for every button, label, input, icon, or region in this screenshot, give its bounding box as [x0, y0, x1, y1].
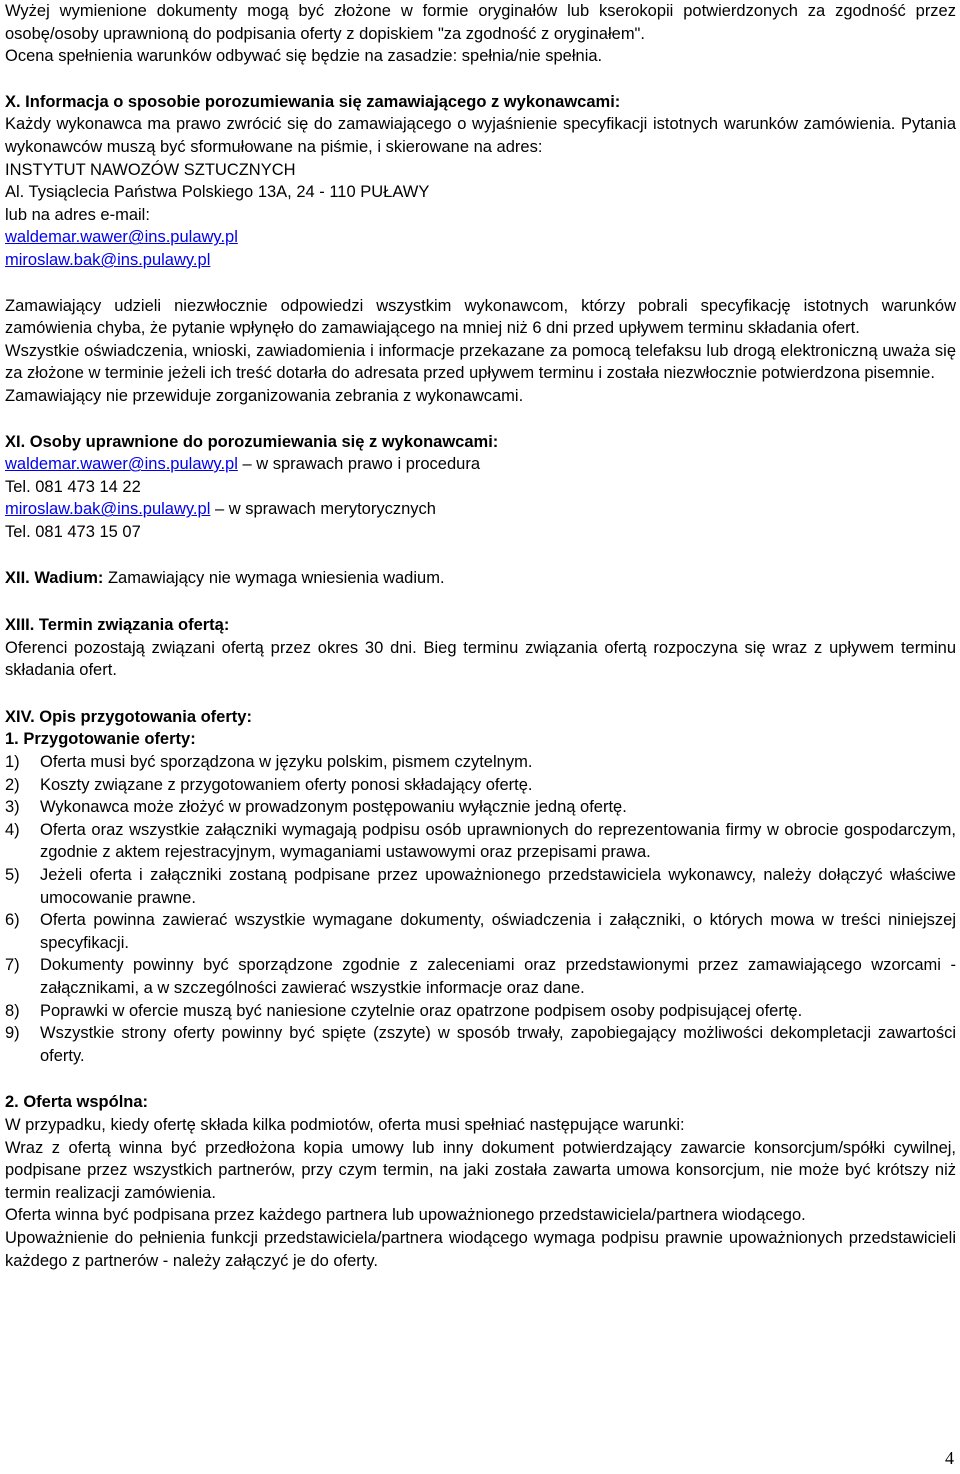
intro-evaluation: Ocena spełnienia warunków odbywać się będzie na zasadzie: spełnia/nie spełnia. [5, 47, 603, 66]
list-item [5, 796, 956, 819]
list-item-number: 3) [5, 798, 20, 817]
subsection-2-heading: 2. Oferta wspólna: [5, 1093, 149, 1112]
section-xii-text: Zamawiający nie wymaga wniesienia wadium. [103, 569, 445, 588]
section-xii [5, 567, 956, 590]
document-page [5, 0, 956, 1272]
list-item [5, 1022, 956, 1067]
list-item-text: Poprawki w ofercie muszą być naniesione czytelnie oraz opatrzone podpisem osoby podpisującej ofertę. [40, 1001, 803, 1020]
joint-offer-signature: Oferta winna być podpisana przez każdego partnera lub upoważnionego przedstawiciela/partnera wiodącego. [5, 1206, 806, 1225]
list-item-number: 7) [5, 956, 20, 975]
institute-name: INSTYTUT NAWOZÓW SZTUCZNYCH [5, 160, 296, 179]
list-item-number: 9) [5, 1024, 20, 1043]
intro-paragraph: Wyżej wymienione dokumenty mogą być złożone w formie oryginałów lub kserokopii potwierdzonych za zgodność przez osobę/osoby uprawnioną do podpisania oferty z dopiskiem "za zgodność z oryginałem". [5, 2, 956, 43]
section-xiii-heading: XIII. Termin związania ofertą: [5, 616, 230, 635]
contact-1-email-link[interactable]: waldemar.wawer@ins.pulawy.pl [5, 455, 238, 474]
list-item-text: Oferta oraz wszystkie załączniki wymagają podpisu osób uprawnionych do reprezentowania firmy w obrocie gospodarczym, zgodnie z aktem rejestracyjnym, wymaganiami ustawowymi oraz przepisami prawa. [40, 820, 956, 862]
contact-2-phone: Tel. 081 473 15 07 [5, 522, 141, 541]
list-item-text: Jeżeli oferta i załączniki zostaną podpisane przez upoważnionego przedstawiciela wykonawcy, należy dołączyć właściwe umocowanie prawne. [40, 866, 956, 907]
list-item [5, 774, 956, 797]
joint-offer-authorization: Upoważnienie do pełnienia funkcji przedstawiciela/partnera wiodącego wymaga podpisu prawnie upoważnionych przedstawicieli każdego z partnerów - należy załączyć je do oferty. [5, 1228, 956, 1270]
contact-1-phone: Tel. 081 473 14 22 [5, 477, 141, 496]
joint-offer-conditions: W przypadku, kiedy ofertę składa kilka podmiotów, oferta musi spełniać następujące warunki: [5, 1115, 685, 1134]
list-item-number: 5) [5, 866, 20, 884]
list-item-text: Koszty związane z przygotowaniem oferty ponosi składający ofertę. [40, 775, 533, 794]
list-item-text: Oferta musi być sporządzona w języku polskim, pismem czytelnym. [40, 753, 533, 772]
contact-1 [5, 453, 956, 476]
list-item [5, 909, 956, 954]
list-item [5, 819, 956, 864]
list-item-number: 1) [5, 753, 20, 772]
email-link-miroslaw[interactable]: miroslaw.bak@ins.pulawy.pl [5, 250, 211, 269]
contact-1-role: – w sprawach prawo i procedura [237, 455, 480, 474]
section-x-paragraph: Każdy wykonawca ma prawo zwrócić się do zamawiającego o wyjaśnienie specyfikacji istotnych warunków zamówienia. Pytania wykonawców muszą być sformułowane na piśmie, i skierowane na adres: [5, 115, 956, 156]
list-item-text: Wykonawca może złożyć w prowadzonym postępowaniu wyłącznie jedną ofertę. [40, 798, 627, 817]
section-xi-heading: XI. Osoby uprawnione do porozumiewania się z wykonawcami: [5, 432, 499, 451]
email-link-waldemar[interactable]: waldemar.wawer@ins.pulawy.pl [5, 228, 238, 247]
list-item-number: 8) [5, 1001, 20, 1020]
contact-2 [5, 498, 956, 521]
section-x-heading: X. Informacja o sposobie porozumiewania się zamawiającego z wykonawcami: [5, 92, 621, 111]
list-item [5, 751, 956, 774]
section-x-meeting: Zamawiający nie przewiduje zorganizowania zebrania z wykonawcami. [5, 386, 524, 405]
contact-2-email-link[interactable]: miroslaw.bak@ins.pulawy.pl [5, 500, 211, 519]
section-xiii-text: Oferenci pozostają związani ofertą przez okres 30 dni. Bieg terminu związania ofertą rozpoczyna się wraz z upływem terminu składania ofert. [5, 638, 956, 680]
page-number: 4 [945, 1448, 954, 1468]
list-item-number: 4) [5, 820, 20, 839]
section-xii-heading: XII. Wadium: [5, 569, 104, 588]
institute-address: Al. Tysiąclecia Państwa Polskiego 13A, 24 - 110 PUŁAWY [5, 183, 430, 202]
list-item-number: 2) [5, 775, 20, 794]
section-x-answers: Zamawiający udzieli niezwłocznie odpowiedzi wszystkim wykonawcom, którzy pobrali specyfikację istotnych warunków zamówienia chyba, że pytanie wpłynęło do zamawiającego na mniej niż 6 dni przed upływem terminu składania ofert. [5, 296, 956, 338]
list-item [5, 954, 956, 999]
section-xiv-heading: XIV. Opis przygotowania oferty: [5, 707, 252, 726]
contact-2-role: – w sprawach merytorycznych [210, 500, 436, 519]
section-x-statements: Wszystkie oświadczenia, wnioski, zawiadomienia i informacje przekazane za pomocą telefaksu lub drogą elektroniczną uważa się za złożone w terminie jeżeli ich treść dotarła do adresata przed upływem terminu i została niezwłocznie potwierdzona pisemnie. [5, 341, 956, 383]
list-item-text: Wszystkie strony oferty powinny być spięte (zszyte) w sposób trwały, zapobiegający możliwości dekompletacji zawartości oferty. [40, 1024, 956, 1065]
list-item-text: Oferta powinna zawierać wszystkie wymagane dokumenty, oświadczenia i załączniki, o których mowa w treści niniejszej specyfikacji. [40, 911, 956, 952]
joint-offer-agreement: Wraz z ofertą winna być przedłożona kopia umowy lub inny dokument potwierdzający zawarcie konsorcjum/spółki cywilnej, podpisane przez wszystkich partnerów, przy czym termin, na jaki została zawarta umowa konsorcjum, nie może być krótszy niż termin realizacji zamówienia. [5, 1138, 956, 1202]
subsection-1-heading: 1. Przygotowanie oferty: [5, 730, 196, 749]
offer-preparation-list [5, 751, 956, 1067]
list-item-number: 6) [5, 911, 20, 930]
email-intro: lub na adres e-mail: [5, 205, 150, 224]
list-item [5, 864, 956, 909]
list-item-text: Dokumenty powinny być sporządzone zgodnie z zaleceniami oraz przedstawionymi przez zamawiającego wzorcami - załącznikami, a w szczególności zawierać wszystkie informacje oraz dane. [40, 956, 956, 997]
list-item [5, 1000, 956, 1023]
